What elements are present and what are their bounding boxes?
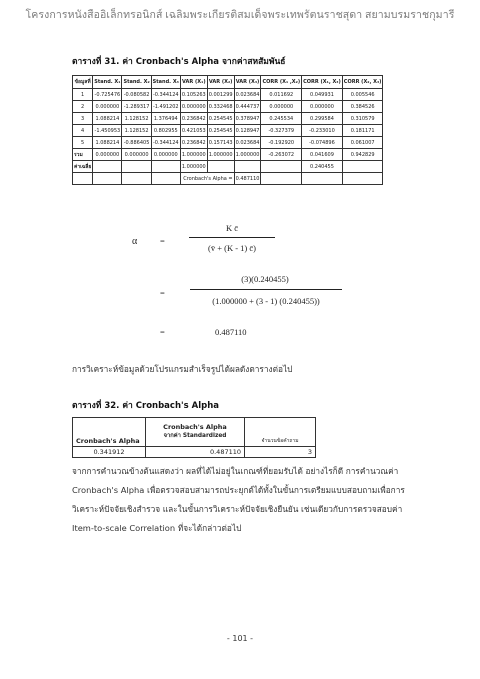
table-cell [151, 161, 180, 173]
paragraph-intro: การวิเคราะห์ข้อมูลด้วยโปรแกรมสำเร็จรูปได้ผลดังตารางต่อไป [72, 364, 293, 374]
table-row [73, 89, 383, 101]
table-cell: -0.233010 [302, 125, 343, 137]
table-cell: 0.000000 [93, 101, 122, 113]
table31-header: CORR (X₁, X₃) [302, 76, 343, 89]
alpha-label: Cronbach's Alpha = [180, 173, 234, 185]
table-cell: 0.444737 [234, 101, 261, 113]
table-cell: -1.289317 [122, 101, 151, 113]
fraction-bar [189, 237, 275, 238]
table-cell: -0.344124 [151, 89, 180, 101]
conclusion-line-3: วิเคราะห์ปัจจัยเชิงสำรวจ และในขั้นการวิเคราะห์ปัจจัยเชิงยืนยัน เช่นเดียวกับการตรวจสอบค่า [72, 504, 403, 514]
table-cell [342, 161, 383, 173]
table-cell [93, 173, 122, 185]
table-cell [151, 173, 180, 185]
alpha-symbol: α [132, 236, 138, 247]
table-cell: -0.327379 [261, 125, 302, 137]
table-cell: 0.128947 [234, 125, 261, 137]
col-standardized-line1: Cronbach's Alpha [163, 423, 227, 431]
table-cell: 2 [73, 101, 93, 113]
table32-title: ตารางที่ 32. ค่า Cronbach's Alpha [72, 401, 219, 411]
table-row [73, 101, 383, 113]
table-row-alpha [73, 173, 383, 185]
table-cell: 0.236842 [180, 113, 207, 125]
table-cell: 0.000000 [261, 101, 302, 113]
table-cell: -0.263072 [261, 149, 302, 161]
table-cell: 4 [73, 125, 93, 137]
table-cell: 0.378947 [234, 113, 261, 125]
col-item-count: จำนวนข้อคำถาม [245, 418, 316, 447]
table-cell: -0.725476 [93, 89, 122, 101]
table31-title: ตารางที่ 31. ค่า Cronbach's Alpha จากค่าสหสัมพันธ์ [72, 57, 286, 67]
table-cell: 0.000000 [151, 149, 180, 161]
formula-denominator-values: (1.000000 + (3 - 1) (0.240455)) [212, 296, 320, 306]
table-cell: 0.802955 [151, 125, 180, 137]
table-cell: 0.384526 [342, 101, 383, 113]
table-cell: -1.491202 [151, 101, 180, 113]
table-cell: 0.310579 [342, 113, 383, 125]
cronbach-alpha-table [72, 417, 316, 458]
table-cell: 0.023684 [234, 89, 261, 101]
table-row [73, 149, 383, 161]
table-cell: 0.041609 [302, 149, 343, 161]
table31-header: VAR (X₂) [207, 76, 234, 89]
table-cell: 3 [73, 113, 93, 125]
table-cell: -0.074896 [302, 137, 343, 149]
table31-header: ข้อมูลที่ [73, 76, 93, 89]
conclusion-line-1: จากการคำนวณข้างต้นแสดงว่า ผลที่ได้ไม่อยู่ในเกณฑ์ที่ยอมรับได้ อย่างไรก็ดี การคำนวณค่า [72, 466, 399, 476]
fraction-bar-2 [190, 289, 342, 290]
formula-numerator-values: (3)(0.240455) [241, 274, 289, 284]
table-cell: 1 [73, 89, 93, 101]
table-cell: -0.886405 [122, 137, 151, 149]
table-cell: 0.011692 [261, 89, 302, 101]
table-cell: 0.000000 [122, 149, 151, 161]
table-cell: 0.105263 [180, 89, 207, 101]
table-cell: 0.049931 [302, 89, 343, 101]
table-cell: -0.344124 [151, 137, 180, 149]
table31-header: Stand. X₂ [122, 76, 151, 89]
table-cell: 0.942829 [342, 149, 383, 161]
alpha-value: 0.487110 [234, 173, 261, 185]
table-row-average [73, 161, 383, 173]
formula-numerator: K c̄ [225, 223, 239, 233]
table-cell: -1.450953 [93, 125, 122, 137]
equals-sign-3: = [160, 327, 165, 337]
table-cell: 1.088214 [93, 137, 122, 149]
table-cell [261, 161, 302, 173]
value-standardized: 0.487110 [146, 447, 245, 458]
average-corr: 0.240455 [302, 161, 343, 173]
col-standardized [146, 418, 245, 447]
table-cell: 0.061007 [342, 137, 383, 149]
table-cell: รวม [73, 149, 93, 161]
page-number: - 101 - [226, 634, 254, 643]
col-standardized-line2: จากค่า Standardized [163, 433, 227, 439]
table-cell: 0.157143 [207, 137, 234, 149]
table-cell: -0.192920 [261, 137, 302, 149]
equals-sign-2: = [160, 288, 165, 298]
table-cell [122, 161, 151, 173]
cronbach-correlation-table [72, 75, 383, 185]
table-cell: 0.001299 [207, 89, 234, 101]
table-cell [261, 173, 302, 185]
table-cell: 0.000000 [180, 101, 207, 113]
conclusion-line-4: Item-to-scale Correlation ที่จะได้กล่าวต่อไป [72, 523, 242, 533]
table-row [73, 125, 383, 137]
value-alpha: 0.341912 [73, 447, 146, 458]
conclusion-line-2: Cronbach's Alpha เพื่อตรวจสอบสามารถประยุกต์ได้ทั้งในขั้นการเตรียมแบบสอบถามเพื่อการ [72, 485, 405, 495]
table-row [73, 113, 383, 125]
table31-header: CORR (X₁ ,X₂) [261, 76, 302, 89]
table-cell: 1.128152 [122, 125, 151, 137]
paragraph-conclusion [72, 462, 432, 538]
table-cell: 0.005546 [342, 89, 383, 101]
table-cell: 1.088214 [93, 113, 122, 125]
table-cell: -0.080582 [122, 89, 151, 101]
table-cell: 1.000000 [180, 149, 207, 161]
table31-header: CORR (X₂, X₃) [342, 76, 383, 89]
table-cell: 0.236842 [180, 137, 207, 149]
formula-denominator: (v̄ + (K - 1) c̄) [208, 243, 256, 253]
table-row [73, 137, 383, 149]
table-cell: 5 [73, 137, 93, 149]
table-cell [73, 173, 93, 185]
table-cell [122, 173, 151, 185]
table-cell: 0.000000 [93, 149, 122, 161]
table-cell [234, 161, 261, 173]
table-cell [342, 173, 383, 185]
table31-header: VAR (X₁) [180, 76, 207, 89]
table-cell: 0.245534 [261, 113, 302, 125]
table-cell: 0.254545 [207, 125, 234, 137]
table-cell [93, 161, 122, 173]
table-cell [207, 161, 234, 173]
table-cell: 0.421053 [180, 125, 207, 137]
col-cronbach-alpha: Cronbach's Alpha [73, 418, 146, 447]
table-cell: 1.376494 [151, 113, 180, 125]
table-cell: 1.128152 [122, 113, 151, 125]
table-cell: 0.000000 [302, 101, 343, 113]
table-cell: 1.000000 [234, 149, 261, 161]
table-cell: 0.299584 [302, 113, 343, 125]
table31-header: Stand. X₃ [151, 76, 180, 89]
average-var: 1.000000 [180, 161, 207, 173]
table-cell: 0.181171 [342, 125, 383, 137]
equals-sign: = [160, 236, 165, 246]
value-item-count: 3 [245, 447, 316, 458]
table31-header: Stand. X₁ [93, 76, 122, 89]
table31-header: VAR (X₃) [234, 76, 261, 89]
table-cell: 0.254545 [207, 113, 234, 125]
table-cell [302, 173, 343, 185]
page-header: โครงการหนังสืออิเล็กทรอนิกส์ เฉลิมพระเกียรติสมเด็จพระเทพรัตนราชสุดา สยามบรมราชกุมารี [25, 10, 455, 21]
table-cell: 1.000000 [207, 149, 234, 161]
table-cell: 0.023684 [234, 137, 261, 149]
average-label: ค่าเฉลี่ย [73, 161, 93, 173]
formula-result: 0.487110 [215, 327, 247, 337]
table-cell: 0.332468 [207, 101, 234, 113]
